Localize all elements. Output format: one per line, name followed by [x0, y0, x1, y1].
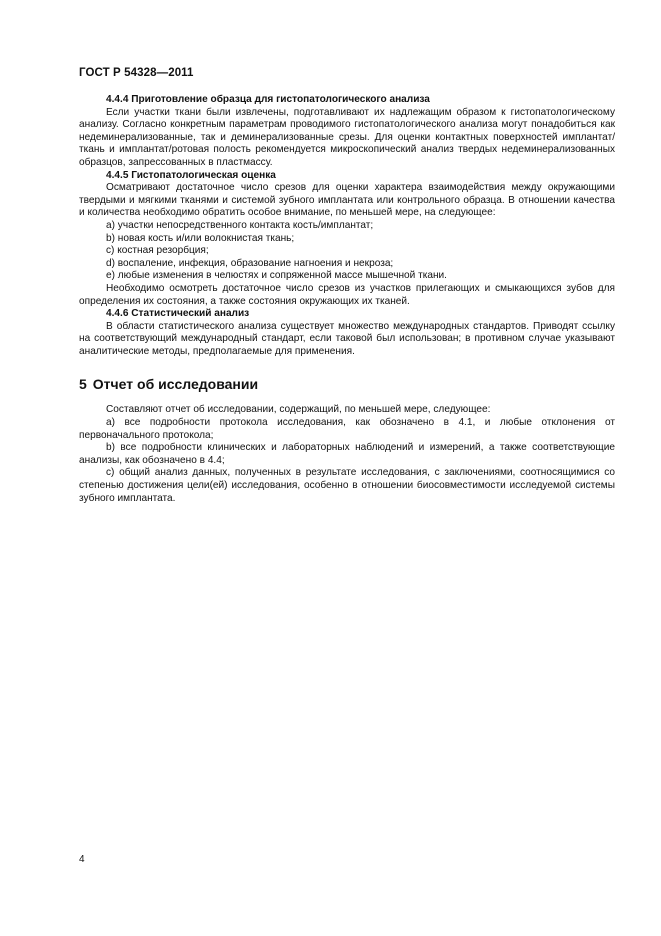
- page-number: 4: [79, 854, 85, 865]
- subsection-4-4-4-text: Если участки ткани были извлечены, подготавливают их надлежащим образом к гистопатологическому анализу. Согласно конкретным параметрам проводимого гистопатологического анализа могут понадобиться как недеминерализованные, так и деминерализованные срезы. Для оценки контактных поверхностей имплантат/ткань и имплантат/ротовая полость рекомендуется микроскопический анализ твердых недеминерализованных образцов, запрессованных в пластмассу.: [79, 106, 615, 168]
- section-5-intro: Составляют отчет об исследовании, содержащий, по меньшей мере, следующее:: [106, 404, 491, 416]
- document-header: ГОСТ Р 54328—2011: [79, 67, 194, 79]
- subsection-4-4-5-intro: Осматривают достаточное число срезов для оценки характера взаимодействия между окружающими твердыми и мягкими тканями и системой зубного имплантата или контрольного образца. В отношении качества и количества необходимо обратить особое внимание, по меньшей мере, на следующее:: [79, 182, 615, 219]
- subsection-4-4-6-heading: 4.4.6 Статистический анализ: [106, 308, 250, 320]
- list-item: b) все подробности клинических и лабораторных наблюдений и измерений, а также соответствующие анализы, как обозначено в 4.4;: [79, 442, 615, 466]
- page-content: [79, 94, 615, 505]
- list-item: a) участки непосредственного контакта кость/имплантат;: [106, 219, 374, 231]
- list-item: e) любые изменения в челюстях и сопряженной массе мышечной ткани.: [106, 270, 447, 282]
- list-item: a) все подробности протокола исследования, как обозначено в 4.1, и любые отклонения от первоначального протокола;: [79, 417, 615, 441]
- section-number: 5: [79, 376, 87, 393]
- list-item: b) новая кость и/или волокнистая ткань;: [106, 232, 295, 244]
- list-item: d) воспаление, инфекция, образование нагноения и некроза;: [106, 257, 394, 269]
- list-item: c) костная резорбция;: [106, 245, 209, 257]
- section-5-heading: [79, 376, 615, 392]
- subsection-4-4-4-heading: 4.4.4 Приготовление образца для гистопатологического анализа: [106, 94, 430, 105]
- subsection-4-4-6-text: В области статистического анализа существует множество международных стандартов. Приводят ссылку на соответствующий международный стандарт, если таковой был использован; в противном случае указывают аналитические методы, предполагаемые для применения.: [79, 320, 615, 357]
- subsection-4-4-5-heading: 4.4.5 Гистопатологическая оценка: [106, 169, 276, 181]
- list-item: c) общий анализ данных, полученных в результате исследования, с заключениями, соотносящимися со степенью достижения цели(ей) исследования, особенно в отношении биосовместимости исследуемой системы зубного имплантата.: [79, 467, 615, 504]
- section-title: Отчет об исследовании: [92, 376, 259, 393]
- subsection-4-4-5-closing: Необходимо осмотреть достаточное число срезов из участков прилегающих и смыкающихся зубов для определения их состояния, а также состояния окружающих их тканей.: [79, 282, 615, 307]
